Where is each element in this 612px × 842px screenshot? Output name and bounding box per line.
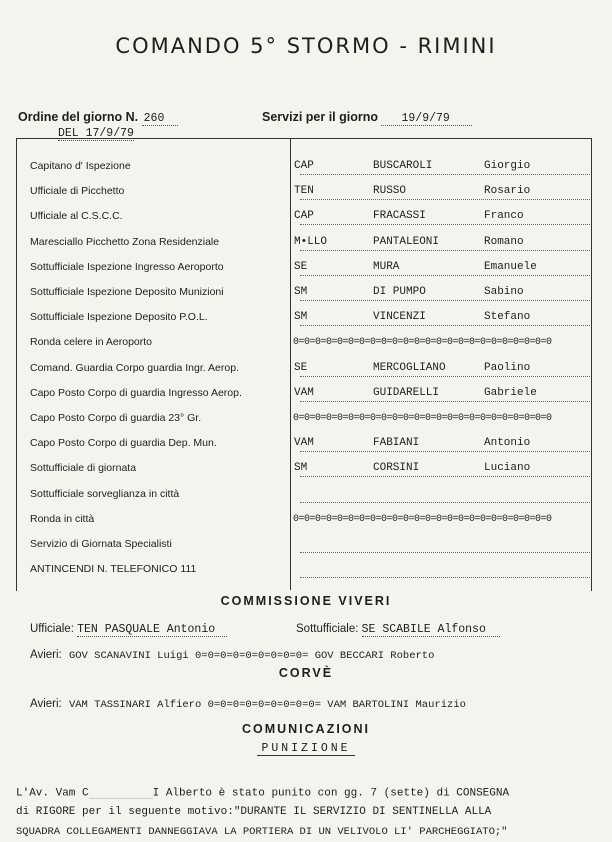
service-rank: SM <box>294 462 308 475</box>
service-label: Sottufficiale sorveglianza in città <box>30 487 180 500</box>
service-label: Sottufficiale Ispezione Deposito Munizioni <box>30 286 224 298</box>
service-name: Giorgio <box>484 160 531 172</box>
dotted-line <box>300 198 590 200</box>
service-label: Capo Posto Corpo di guardia 23° Gr. <box>30 412 202 424</box>
comunicazioni-title: COMUNICAZIONI <box>241 722 371 736</box>
sottufficiale-value: SE SCABILE Alfonso <box>362 623 500 637</box>
service-surname: MERCOGLIANO <box>373 361 446 374</box>
service-label: Sottufficiale Ispezione Ingresso Aeroporto <box>30 260 224 273</box>
service-rank: SM <box>294 286 308 298</box>
service-name: Antonio <box>484 437 531 450</box>
service-rank: SM <box>294 311 308 324</box>
dotted-line <box>300 249 590 251</box>
commissione-ufficiale <box>30 623 227 636</box>
service-rank: SE <box>294 260 308 273</box>
corve-avieri <box>30 698 466 711</box>
service-name: Sabino <box>484 286 524 298</box>
service-label: Ufficiale di Picchetto <box>30 185 125 198</box>
dotted-line <box>300 173 590 175</box>
service-surname: MURA <box>373 260 400 273</box>
service-surname: FRACASSI <box>373 210 426 223</box>
commissione-sottufficiale <box>296 623 500 636</box>
service-name: Franco <box>484 210 524 223</box>
punizione-line-2: di RIGORE per il seguente motivo:"DURANTE IL SERVIZIO DI SENTINELLA ALLA <box>16 806 492 818</box>
service-rank: SE <box>294 361 308 374</box>
service-surname: VINCENZI <box>373 311 426 324</box>
service-rank: VAM <box>294 386 314 399</box>
dotted-line <box>300 375 590 377</box>
service-label: Capo Posto Corpo di guardia Dep. Mun. <box>30 437 217 450</box>
service-rank: M•LLO <box>294 235 328 248</box>
service-name: Gabriele <box>484 386 537 399</box>
ordine-date: DEL 17/9/79 <box>58 127 134 140</box>
corve-title: CORVÈ <box>278 666 334 680</box>
filler-line: 0=0=0=0=0=0=0=0=0=0=0=0=0=0=0=0=0=0=0=0=0=0=0=0 <box>293 513 552 525</box>
ufficiale-value: TEN PASQUALE Antonio <box>77 623 227 637</box>
dotted-line <box>300 475 590 477</box>
avieri-value: GOV SCANAVINI Luigi 0=0=0=0=0=0=0=0=0= GOV BECCARI Roberto <box>68 650 435 662</box>
punizione-line-3: SQUADRA COLLEGAMENTI DANNEGGIAVA LA PORTIERA DI UN VELIVOLO LI' PARCHEGGIATO;" <box>16 826 508 838</box>
redaction <box>89 786 153 799</box>
filler-line: 0=0=0=0=0=0=0=0=0=0=0=0=0=0=0=0=0=0=0=0=0=0=0=0 <box>293 337 552 349</box>
service-surname: PANTALEONI <box>373 235 440 248</box>
service-name: Luciano <box>484 462 531 475</box>
service-surname: DI PUMPO <box>373 286 426 298</box>
service-label: Capo Posto Corpo di guardia Ingresso Aerop. <box>30 386 242 399</box>
filler-line: 0=0=0=0=0=0=0=0=0=0=0=0=0=0=0=0=0=0=0=0=0=0=0=0 <box>293 413 552 424</box>
service-surname: FABIANI <box>373 437 420 450</box>
ordine-number: 260 <box>142 112 179 126</box>
punizione-subtitle <box>0 742 612 755</box>
document-title: COMANDO 5° STORMO - RIMINI <box>115 34 497 58</box>
service-surname: CORSINI <box>373 462 420 475</box>
corve-avieri-label: Avieri: <box>30 698 62 710</box>
service-rank: CAP <box>294 210 314 223</box>
service-name: Stefano <box>484 311 531 324</box>
service-label: Sottufficiale di giornata <box>30 462 137 475</box>
ufficiale-label: Ufficiale: <box>30 623 74 635</box>
service-surname: RUSSO <box>373 185 407 198</box>
service-label: Ronda in città <box>30 512 95 525</box>
punizione-line-1b: I Alberto è stato punito con gg. 7 (sette) di CONSEGNA <box>152 787 510 800</box>
service-rank: TEN <box>294 185 314 198</box>
dotted-line <box>300 450 590 452</box>
dotted-line <box>300 324 590 326</box>
punizione-line-1 <box>16 786 509 799</box>
dotted-line <box>300 501 590 503</box>
service-label: Capitano d' Ispezione <box>30 160 131 172</box>
dotted-line <box>300 223 590 225</box>
service-label: Ufficiale al C.S.C.C. <box>30 210 123 223</box>
service-label: Servizio di Giornata Specialisti <box>30 538 172 550</box>
ordine-label <box>18 110 178 125</box>
corve-avieri-value: VAM TASSINARI Alfiero 0=0=0=0=0=0=0=0=0= VAM BARTOLINI Maurizio <box>68 699 466 711</box>
commissione-avieri <box>30 649 434 662</box>
service-label: Ronda celere in Aeroporto <box>30 336 152 349</box>
table-divider <box>290 138 291 590</box>
service-name: Emanuele <box>484 260 537 273</box>
service-label: ANTINCENDI N. TELEFONICO 111 <box>30 563 197 576</box>
service-name: Romano <box>484 235 524 248</box>
dotted-line <box>300 274 590 276</box>
avieri-label: Avieri: <box>30 649 62 661</box>
servizi-label <box>262 110 472 125</box>
service-rank: VAM <box>294 437 314 450</box>
sottufficiale-label: Sottufficiale: <box>296 623 359 635</box>
service-label: Comand. Guardia Corpo guardia Ingr. Aerop. <box>30 361 239 374</box>
dotted-line <box>300 400 590 402</box>
dotted-line <box>300 576 590 578</box>
service-rank: CAP <box>294 160 314 172</box>
dotted-line <box>300 551 590 553</box>
servizi-date: 19/9/79 <box>381 112 471 126</box>
ordine-label-text: Ordine del giorno N. <box>18 110 139 124</box>
service-surname: GUIDARELLI <box>373 386 440 399</box>
service-name: Paolino <box>484 361 531 374</box>
commissione-title: COMMISSIONE VIVERI <box>220 594 392 608</box>
servizi-label-text: Servizi per il giorno <box>262 110 378 124</box>
service-label: Maresciallo Picchetto Zona Residenziale <box>30 235 220 248</box>
punizione-text: PUNIZIONE <box>257 742 354 756</box>
service-name: Rosario <box>484 185 531 198</box>
service-label: Sottufficiale Ispezione Deposito P.O.L. <box>30 311 208 324</box>
dotted-line <box>300 299 590 301</box>
punizione-line-1a: L'Av. Vam C <box>16 787 89 800</box>
service-surname: BUSCAROLI <box>373 160 433 172</box>
